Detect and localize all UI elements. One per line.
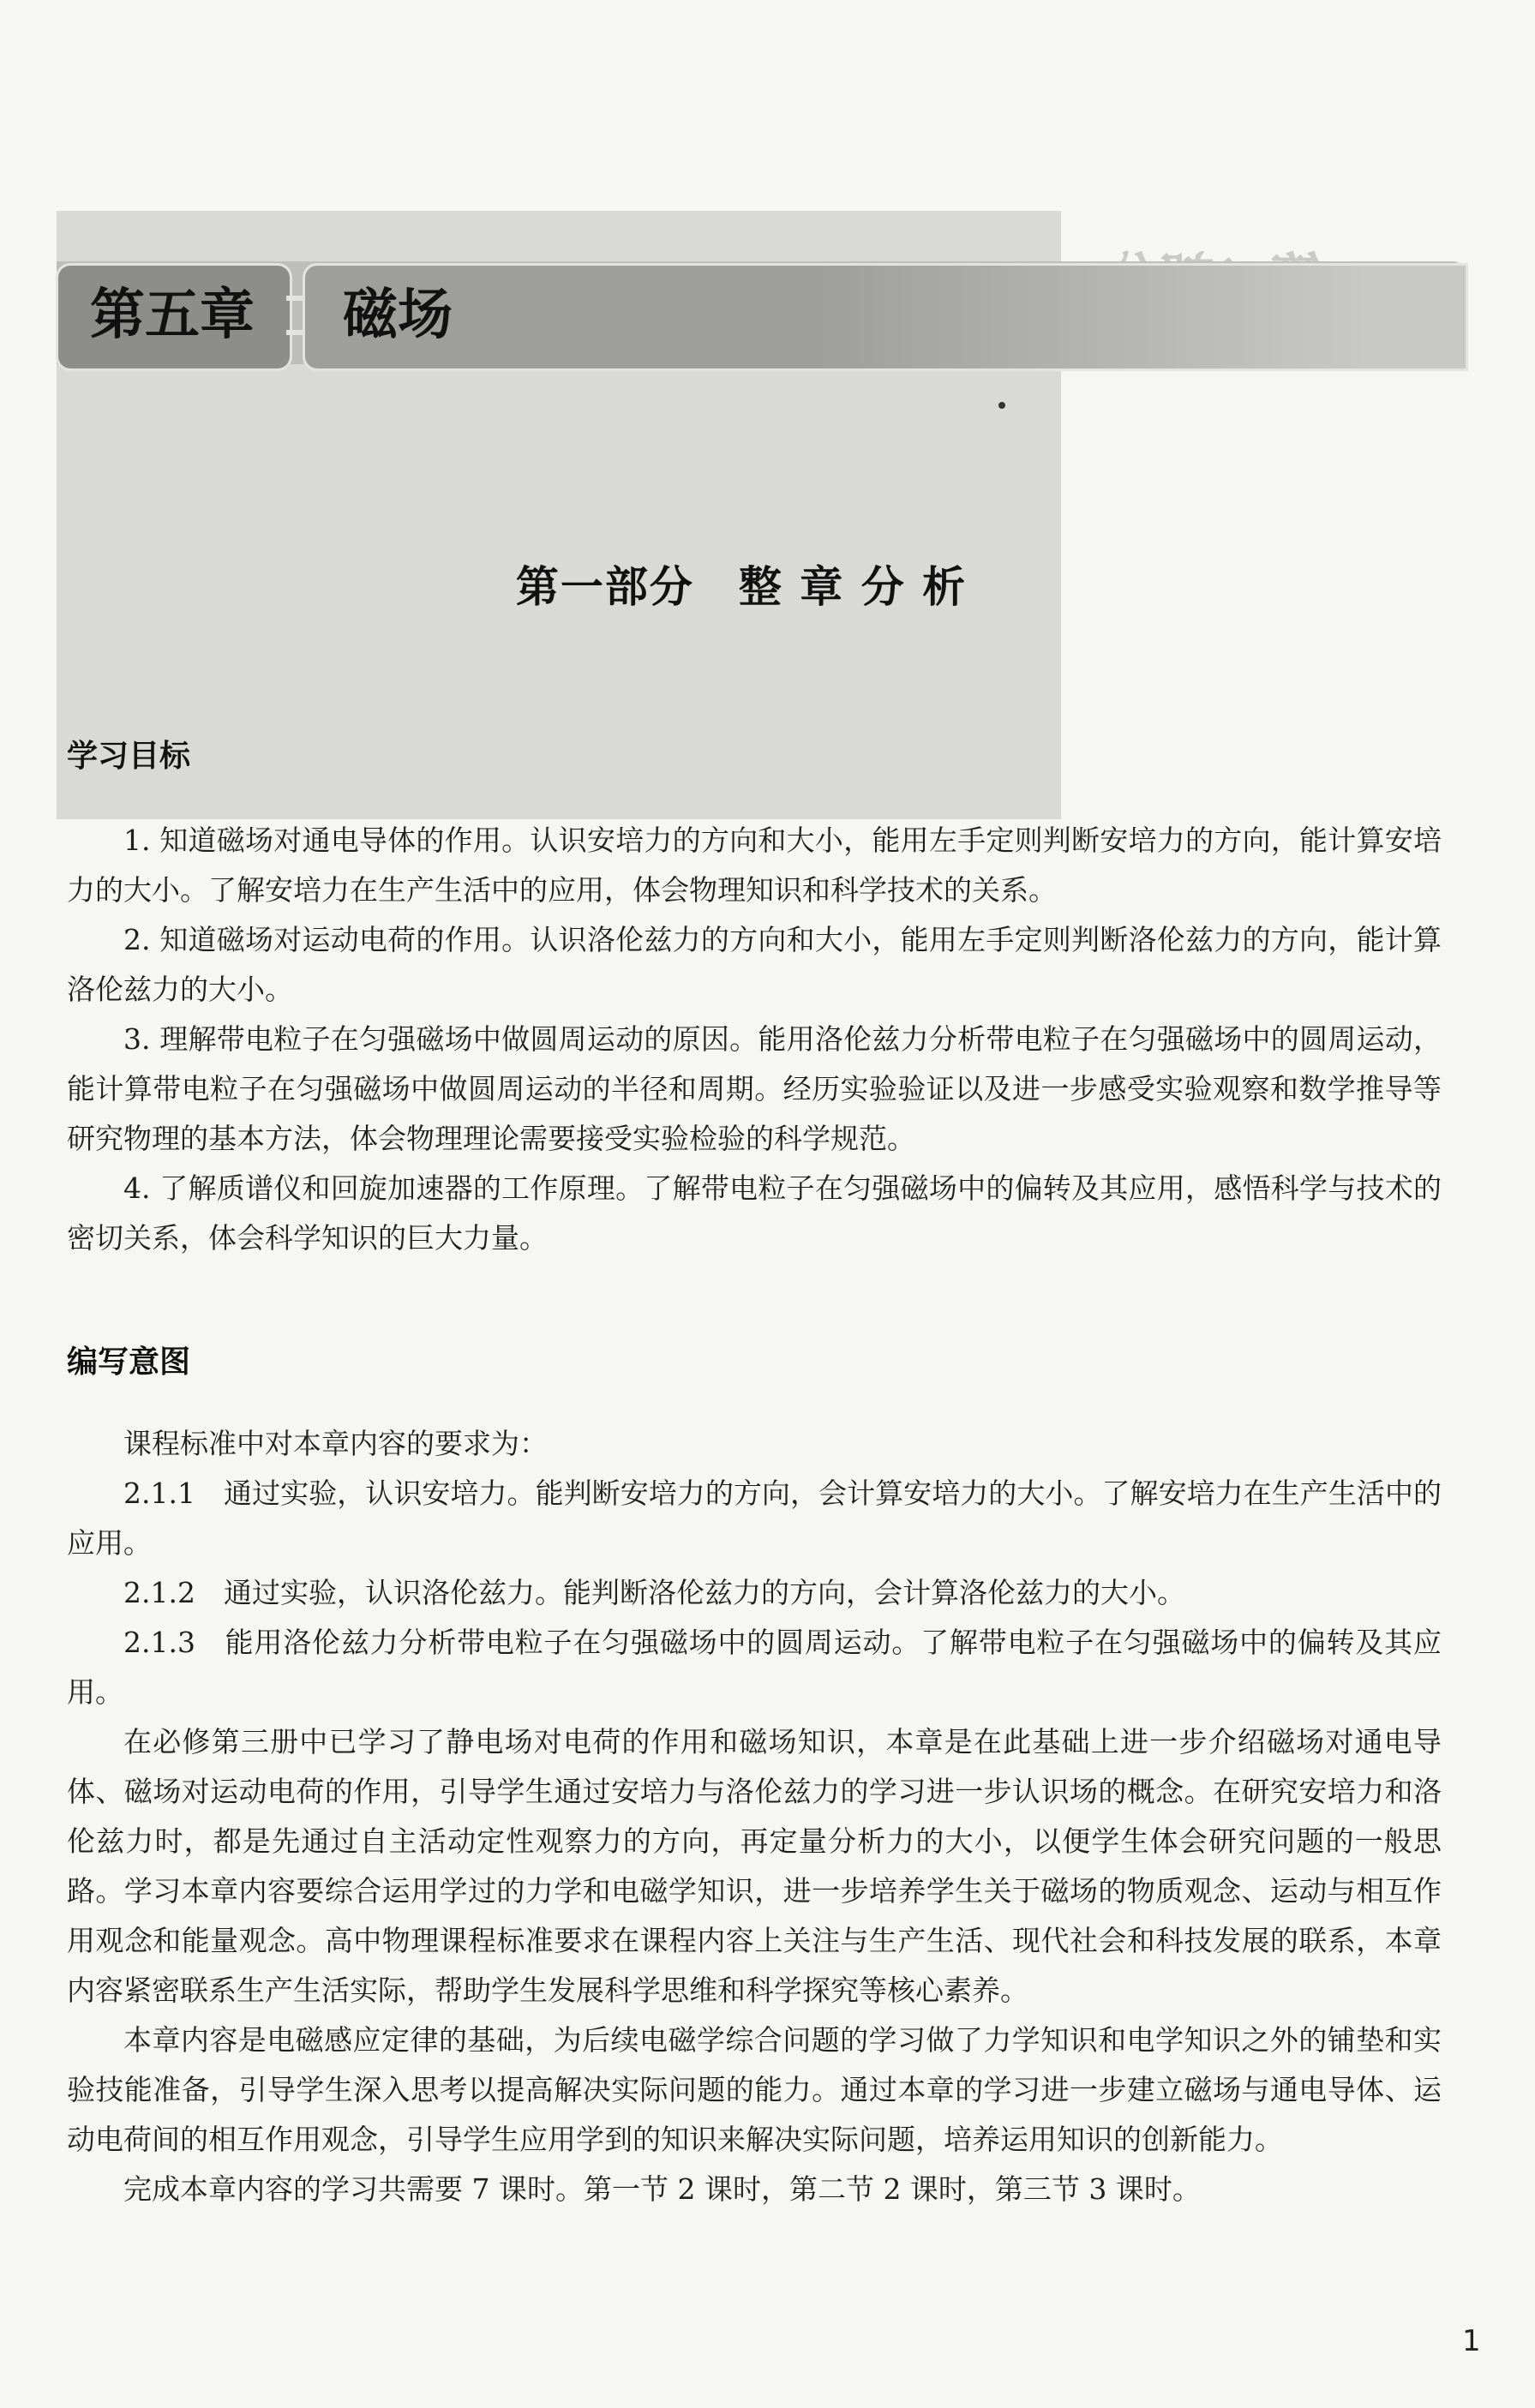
intent-paragraph: 完成本章内容的学习共需要 7 课时。第一节 2 课时，第二节 2 课时，第三节 3 课时。 [123, 2172, 1201, 2206]
chapter-separator [286, 296, 305, 335]
standard-item: 2.1.1 通过实验，认识安培力。能判断安培力的方向，会计算安培力的大小。了解安培力在生产生活中的应用。 [67, 1477, 1442, 1560]
standard-item: 2.1.3 能用洛伦兹力分析带电粒子在匀强磁场中的圆周运动。了解带电粒子在匀强磁场中的偏转及其应用。 [67, 1626, 1442, 1709]
goals-heading: 学习目标 [67, 739, 191, 774]
page-number: 1 [1462, 2324, 1481, 2358]
chapter-title: 磁场 [343, 283, 453, 347]
intent-heading: 编写意图 [67, 1345, 191, 1380]
part-title: 第一部分 整 章 分 析 [515, 562, 968, 612]
goal-item: 1. 知道磁场对通电导体的作用。认识安培力的方向和大小，能用左手定则判断安培力的方向，能计算安培力的大小。了解安培力在生产生活中的应用，体会物理知识和科学技术的关系。 [67, 824, 1442, 907]
intent-paragraph: 课程标准中对本章内容的要求为： [123, 1427, 548, 1460]
intent-paragraph: 在必修第三册中已学习了静电场对电荷的作用和磁场知识，本章是在此基础上进一步介绍磁场对通电导体、磁场对运动电荷的作用，引导学生通过安培力与洛伦兹力的学习进一步认识场的概念。在研究安培力和洛伦兹力时，都是先通过自主活动定性观察力的方向，再定量分析力的大小，以便学生体会研究问题的一般思路。学习本章内容要综合运用学过的力学和电磁学知识，进一步培养学生关于磁场的物质观念、运动与相互作用观念和能量观念。高中物理课程标准要求在课程内容上关注与生产生活、现代社会和科技发展的联系，本章内容紧密联系生产生活实际，帮助学生发展科学思维和科学探究等核心素养。 [67, 1725, 1442, 2007]
chapter-number: 第五章 [90, 283, 255, 347]
standard-item: 2.1.2 通过实验，认识洛伦兹力。能判断洛伦兹力的方向，会计算洛伦兹力的大小。 [123, 1576, 1185, 1609]
goal-item: 2. 知道磁场对运动电荷的作用。认识洛伦兹力的方向和大小，能用左手定则判断洛伦兹力的方向，能计算洛伦兹力的大小。 [67, 923, 1442, 1006]
chapter-title-tab-fade [814, 266, 1466, 368]
goal-item: 4. 了解质谱仪和回旋加速器的工作原理。了解带电粒子在匀强磁场中的偏转及其应用，感悟科学与技术的密切关系，体会科学知识的巨大力量。 [67, 1171, 1442, 1255]
intent-paragraph: 本章内容是电磁感应定律的基础，为后续电磁学综合问题的学习做了力学知识和电学知识之外的铺垫和实验技能准备，引导学生深入思考以提高解决实际问题的能力。通过本章的学习进一步建立磁场与通电导体、运动电荷间的相互作用观念，引导学生应用学到的知识来解决实际问题，培养运用知识的创新能力。 [67, 2023, 1442, 2156]
speck-mark [998, 402, 1005, 409]
goal-item: 3. 理解带电粒子在匀强磁场中做圆周运动的原因。能用洛伦兹力分析带电粒子在匀强磁场中的圆周运动，能计算带电粒子在匀强磁场中做圆周运动的半径和周期。经历实验验证以及进一步感受实验观察和数学推导等研究物理的基本方法，体会物理理论需要接受实验检验的科学规范。 [67, 1022, 1442, 1155]
